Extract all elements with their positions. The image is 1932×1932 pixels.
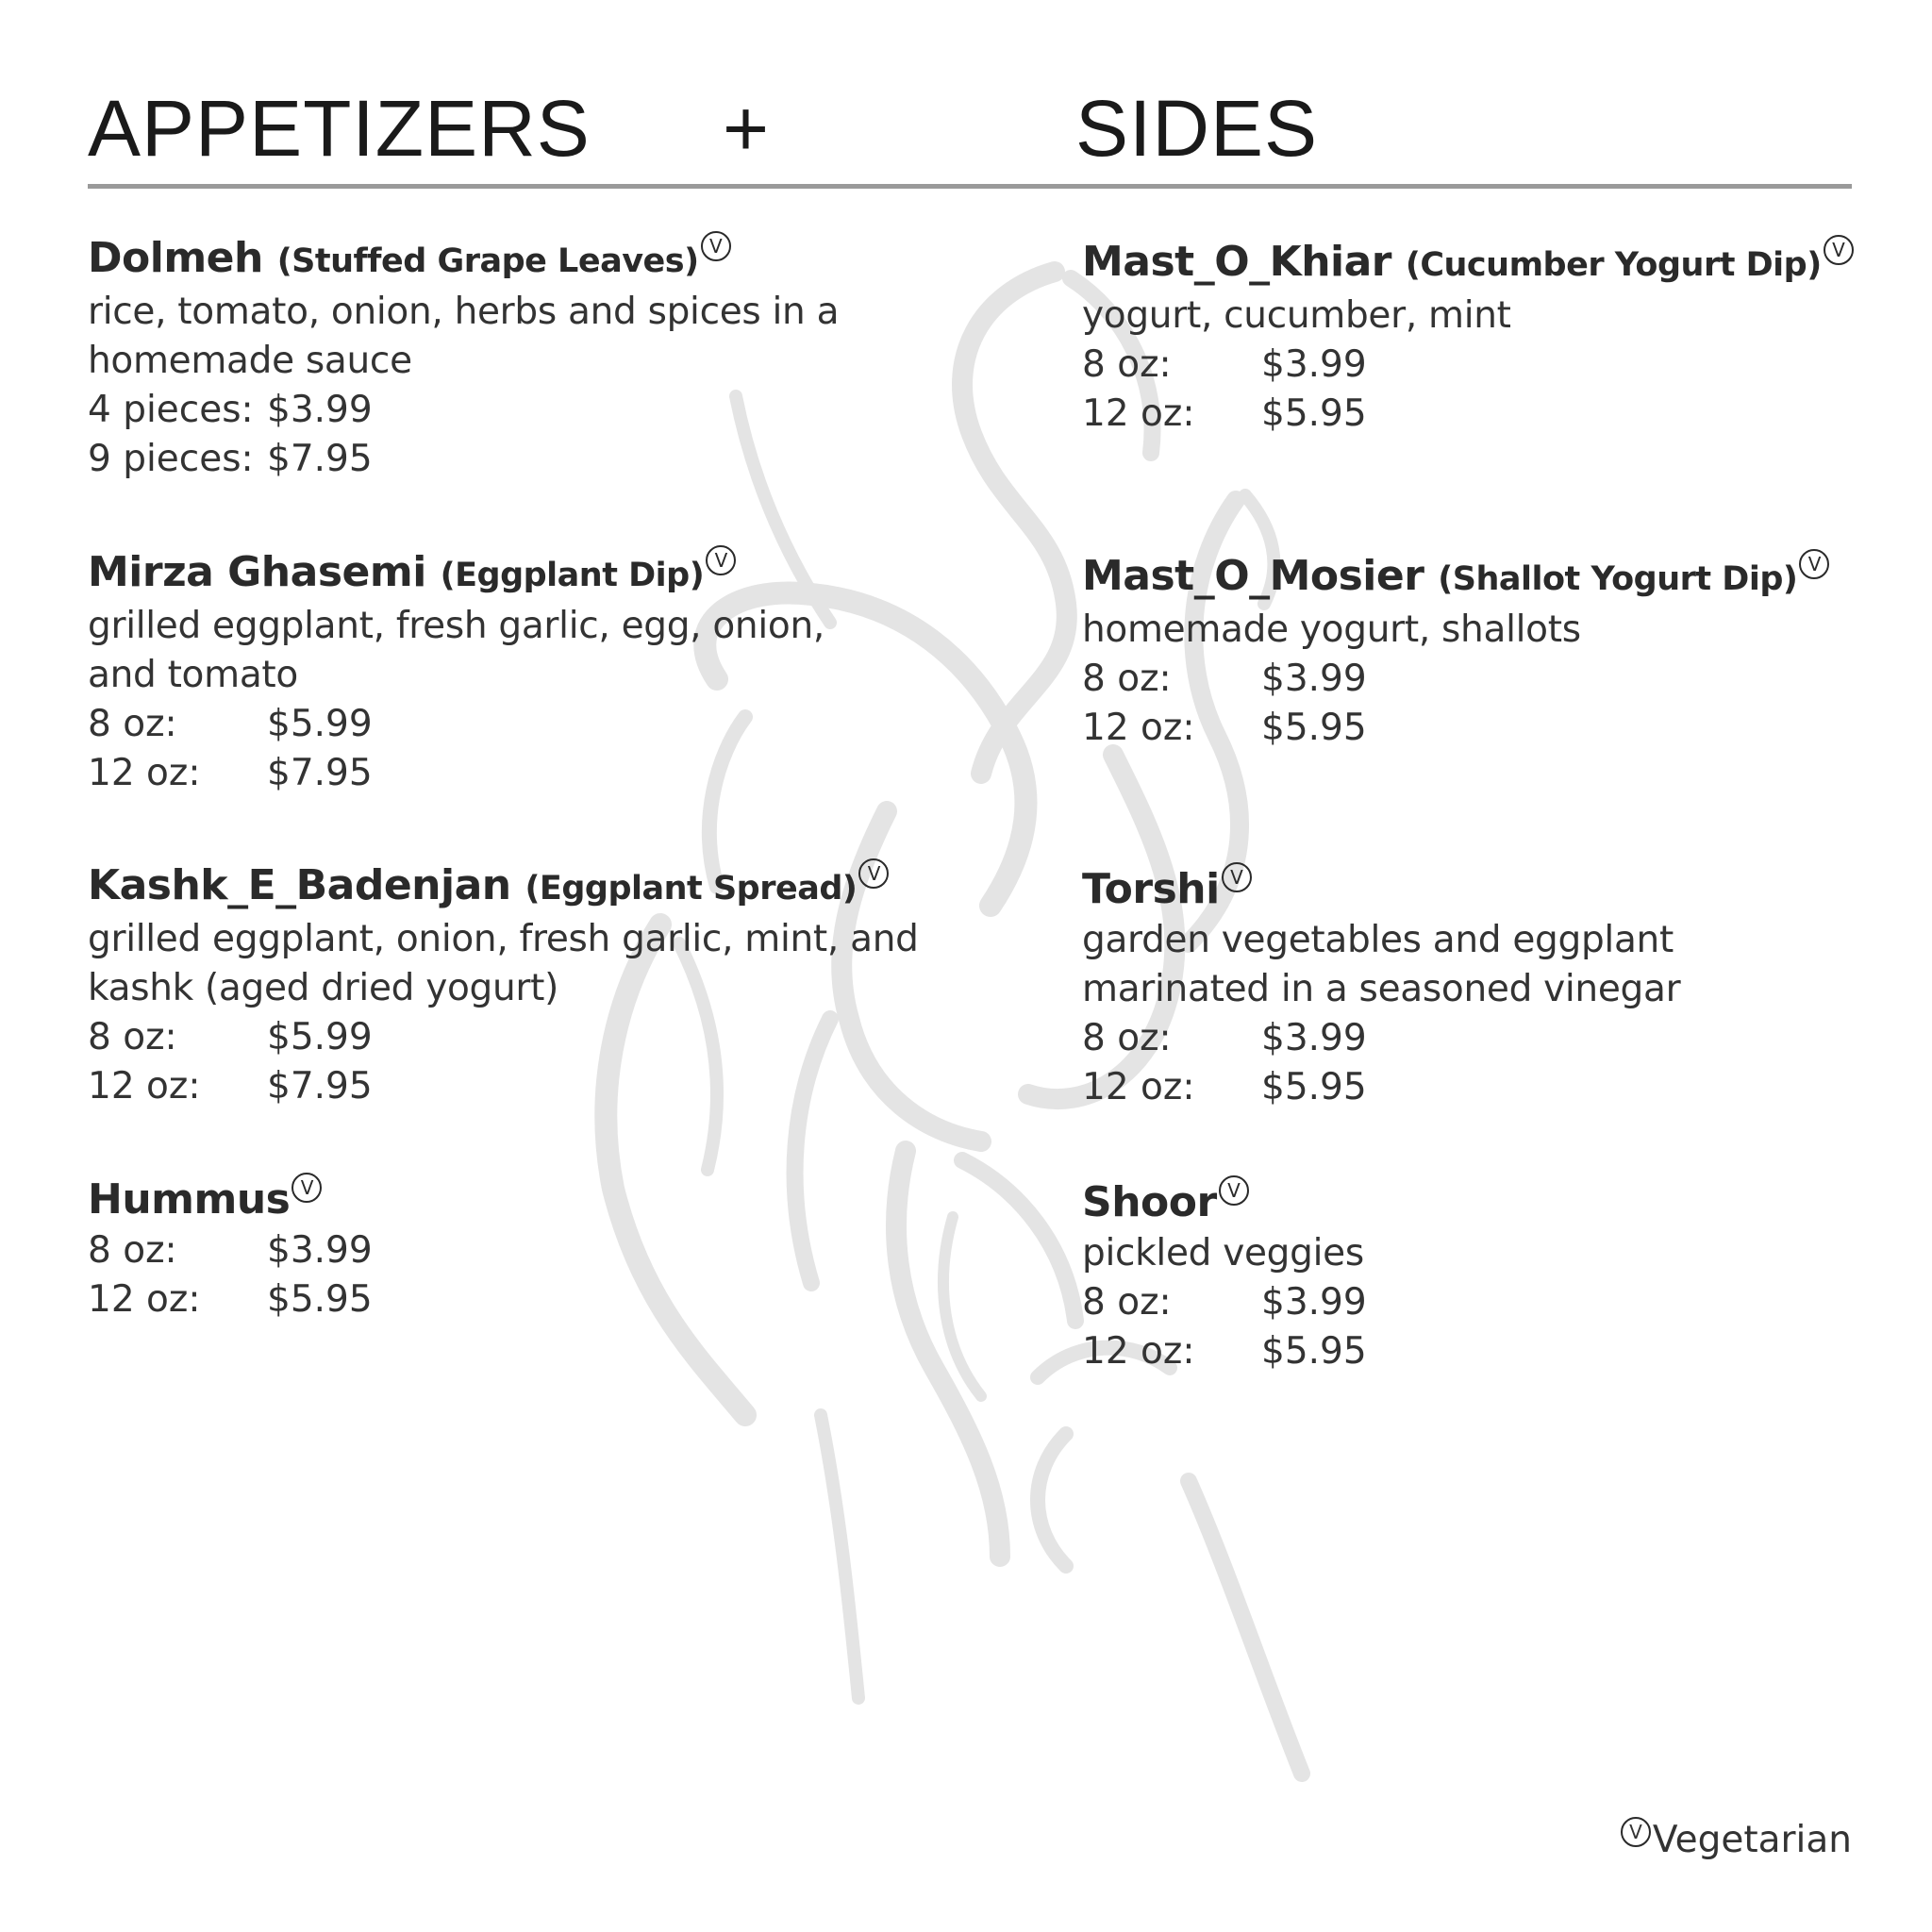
item-subtitle: (Eggplant Dip) — [440, 557, 705, 594]
price-amount: $7.95 — [267, 1065, 373, 1108]
item-description-line: yogurt, cucumber, mint — [1082, 294, 1511, 337]
price-size: 12 oz: — [88, 752, 201, 794]
item-name: Torshi — [1082, 865, 1220, 913]
item-title — [1082, 1175, 1912, 1229]
item-subtitle: (Cucumber Yogurt Dip) — [1405, 246, 1822, 284]
price-size: 12 oz: — [88, 1065, 201, 1108]
item-subtitle: (Eggplant Spread) — [525, 870, 858, 908]
price-size: 9 pieces: — [88, 438, 254, 480]
header-divider — [88, 184, 1852, 189]
vegetarian-icon: V — [1219, 1175, 1249, 1206]
price-row — [88, 700, 993, 749]
vegetarian-icon: V — [1799, 549, 1829, 579]
item-subtitle: (Shallot Yogurt Dip) — [1438, 560, 1798, 598]
section-header-sides: SIDES — [1075, 84, 1319, 173]
item-name: Dolmeh — [88, 234, 263, 282]
vegetarian-legend — [1619, 1816, 1852, 1865]
price-row — [88, 749, 993, 798]
price-row — [88, 1013, 993, 1062]
price-amount: $5.99 — [267, 703, 373, 745]
price-size: 8 oz: — [88, 1229, 177, 1272]
item-description-line: grilled eggplant, fresh garlic, egg, onion, — [88, 605, 824, 647]
price-amount: $7.95 — [267, 752, 373, 794]
vegetarian-icon: V — [291, 1173, 322, 1203]
menu-item-kashk-e-badenjan — [88, 858, 993, 1111]
price-amount: $3.99 — [267, 1229, 373, 1272]
item-description-line: homemade yogurt, shallots — [1082, 608, 1581, 651]
price-row — [88, 435, 993, 484]
price-row — [1082, 390, 1912, 439]
item-description-line: grilled eggplant, onion, fresh garlic, mint, and — [88, 918, 919, 960]
item-description-line: and tomato — [88, 654, 298, 696]
price-size: 12 oz: — [88, 1278, 201, 1321]
price-size: 12 oz: — [1082, 392, 1195, 435]
item-title — [88, 1173, 993, 1226]
item-title — [1082, 862, 1912, 916]
item-description-line: kashk (aged dried yogurt) — [88, 967, 559, 1009]
vegetarian-icon: V — [701, 231, 731, 261]
price-size: 8 oz: — [1082, 343, 1172, 386]
price-size: 8 oz: — [1082, 658, 1172, 700]
item-name: Shoor — [1082, 1178, 1217, 1226]
vegetarian-icon: V — [1824, 235, 1854, 265]
section-header-plus: + — [723, 84, 771, 173]
item-description-line: garden vegetables and eggplant — [1082, 919, 1674, 961]
item-description-line: marinated in a seasoned vinegar — [1082, 968, 1681, 1010]
price-row — [88, 1062, 993, 1111]
item-name: Mast_O_Mosier — [1082, 552, 1424, 600]
vegetarian-legend-label: Vegetarian — [1652, 1819, 1852, 1861]
price-row — [88, 1275, 993, 1324]
price-amount: $5.99 — [267, 1016, 373, 1058]
price-amount: $3.99 — [267, 389, 373, 431]
item-title — [88, 231, 993, 288]
price-row — [1082, 704, 1912, 753]
item-name: Kashk_E_Badenjan — [88, 861, 511, 909]
menu-item-mast-o-mosier — [1082, 549, 1912, 753]
price-row — [1082, 1014, 1912, 1063]
price-amount: $3.99 — [1261, 1017, 1367, 1059]
vegetarian-icon: V — [1222, 862, 1252, 892]
price-amount: $5.95 — [1261, 1330, 1367, 1373]
price-amount: $3.99 — [1261, 343, 1367, 386]
vegetarian-icon: V — [706, 545, 736, 575]
vegetarian-icon: V — [858, 858, 889, 889]
item-description-line: rice, tomato, onion, herbs and spices in a — [88, 291, 840, 333]
price-size: 12 oz: — [1082, 1330, 1195, 1373]
price-row — [1082, 1063, 1912, 1112]
item-title — [88, 858, 993, 915]
item-title — [1082, 235, 1912, 291]
item-subtitle: (Stuffed Grape Leaves) — [276, 242, 699, 280]
price-row — [88, 386, 993, 435]
price-amount: $3.99 — [1261, 1281, 1367, 1324]
price-amount: $5.95 — [267, 1278, 373, 1321]
menu-item-shoor — [1082, 1175, 1912, 1376]
item-name: Hummus — [88, 1175, 291, 1224]
price-row — [1082, 1327, 1912, 1376]
menu-item-dolmeh — [88, 231, 993, 484]
menu-item-mirza-ghasemi — [88, 545, 993, 798]
price-size: 8 oz: — [88, 703, 177, 745]
menu-item-mast-o-khiar — [1082, 235, 1912, 439]
price-size: 12 oz: — [1082, 707, 1195, 749]
price-amount: $5.95 — [1261, 707, 1367, 749]
item-description-line: homemade sauce — [88, 340, 412, 382]
item-title — [1082, 549, 1912, 606]
price-amount: $3.99 — [1261, 658, 1367, 700]
menu-item-torshi — [1082, 862, 1912, 1112]
item-title — [88, 545, 993, 602]
menu-item-hummus — [88, 1173, 993, 1324]
price-amount: $5.95 — [1261, 1066, 1367, 1108]
price-size: 8 oz: — [1082, 1017, 1172, 1059]
item-name: Mast_O_Khiar — [1082, 238, 1391, 286]
price-row — [1082, 341, 1912, 390]
price-amount: $7.95 — [267, 438, 373, 480]
price-row — [88, 1226, 993, 1275]
price-size: 12 oz: — [1082, 1066, 1195, 1108]
price-row — [1082, 1278, 1912, 1327]
price-size: 4 pieces: — [88, 389, 254, 431]
price-row — [1082, 655, 1912, 704]
section-header-appetizers: APPETIZERS — [88, 84, 591, 173]
price-amount: $5.95 — [1261, 392, 1367, 435]
item-name: Mirza Ghasemi — [88, 548, 426, 596]
price-size: 8 oz: — [88, 1016, 177, 1058]
price-size: 8 oz: — [1082, 1281, 1172, 1324]
vegetarian-icon: V — [1621, 1817, 1651, 1847]
item-description-line: pickled veggies — [1082, 1232, 1364, 1274]
